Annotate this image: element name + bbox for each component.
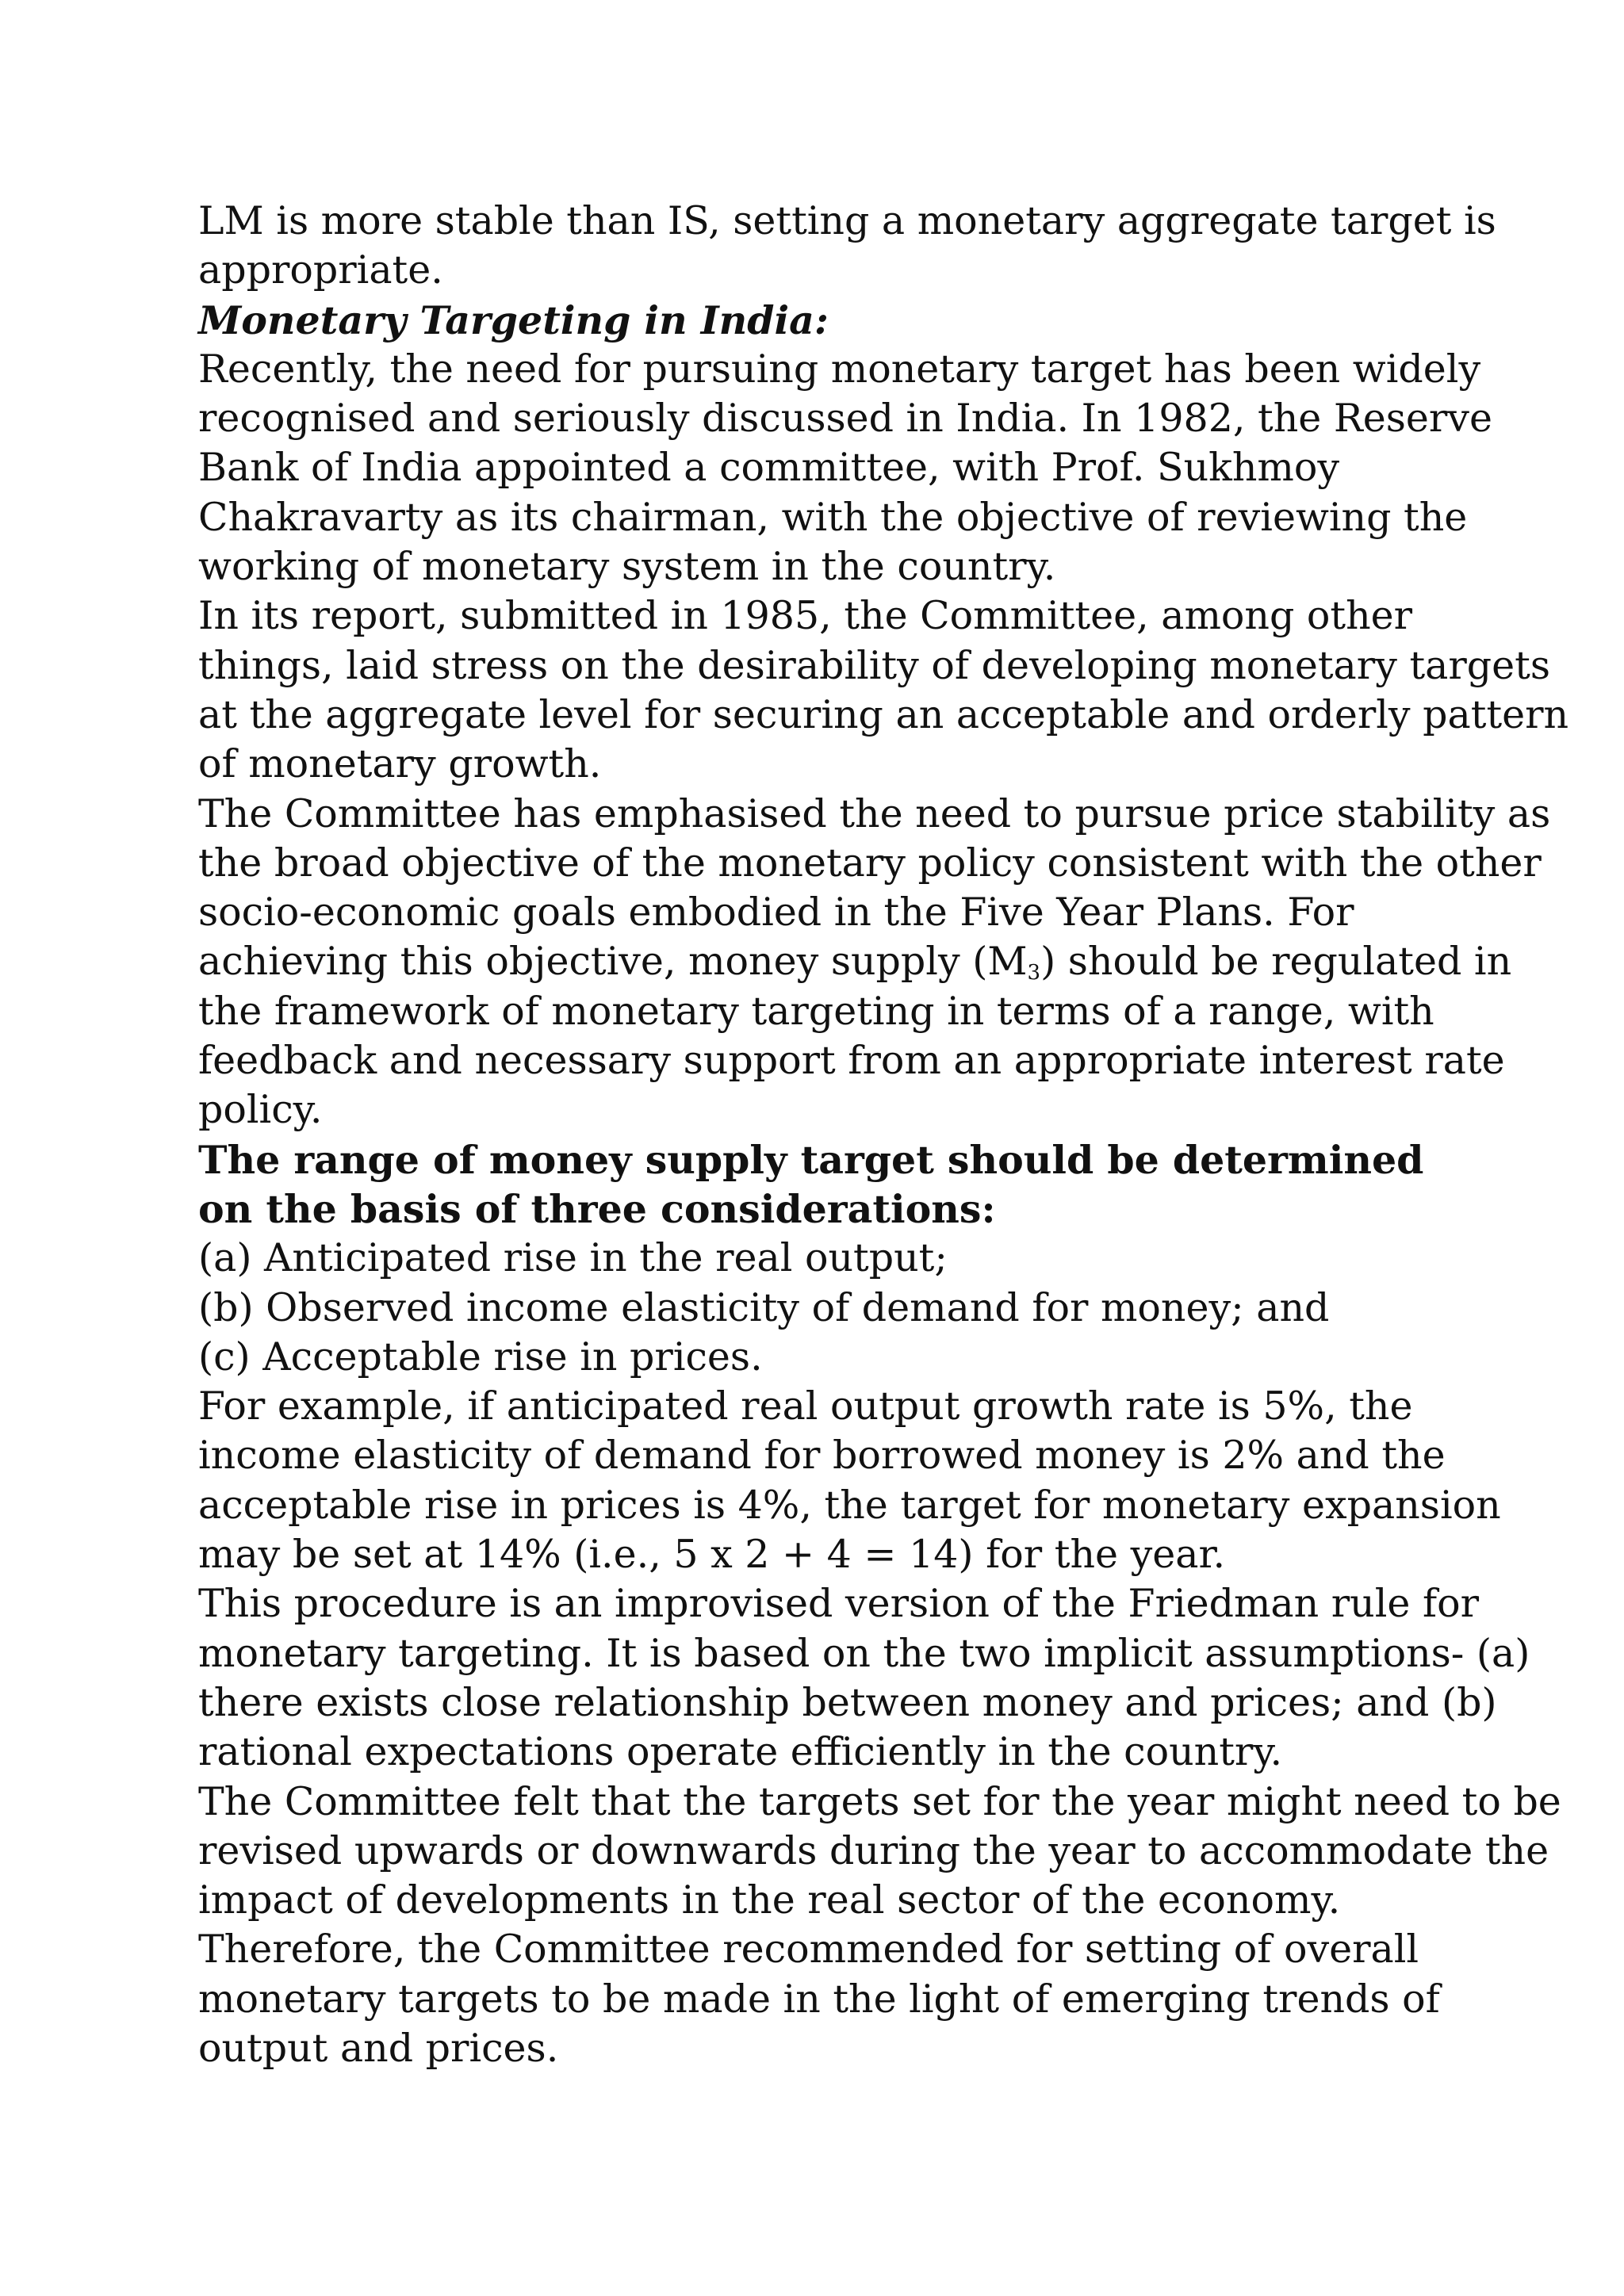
text-line: of monetary growth. bbox=[198, 741, 602, 787]
text-line: feedback and necessary support from an appropriate interest rate bbox=[198, 1038, 1505, 1084]
text-line: working of monetary system in the country. bbox=[198, 544, 1056, 590]
text-line-with-subscript bbox=[198, 937, 1512, 986]
text-line: rational expectations operate efficiently in the country. bbox=[198, 1729, 1283, 1775]
text-line: monetary targeting. It is based on the two implicit assumptions- (a) bbox=[198, 1630, 1530, 1676]
text-line: Therefore, the Committee recommended for setting of overall bbox=[198, 1927, 1419, 1973]
line-fragment: ) should be regulated in bbox=[1040, 939, 1512, 985]
text-line: monetary targets to be made in the light of emerging trends of bbox=[198, 1976, 1440, 2022]
text-line: policy. bbox=[198, 1087, 323, 1133]
text-line: Recently, the need for pursuing monetary target has been widely bbox=[198, 346, 1481, 392]
text-line: impact of developments in the real sector of the economy. bbox=[198, 1877, 1341, 1923]
text-line: Chakravarty as its chairman, with the objective of reviewing the bbox=[198, 494, 1468, 540]
text-line: socio-economic goals embodied in the Five Year Plans. For bbox=[198, 890, 1354, 936]
text-line: output and prices. bbox=[198, 2025, 559, 2071]
list-item: (c) Acceptable rise in prices. bbox=[198, 1334, 763, 1380]
text-line: LM is more stable than IS, setting a monetary aggregate target is bbox=[198, 198, 1496, 243]
bold-heading-line: on the basis of three considerations: bbox=[198, 1185, 996, 1232]
text-line: there exists close relationship between money and prices; and (b) bbox=[198, 1679, 1497, 1725]
text-line: appropriate. bbox=[198, 247, 443, 293]
list-item: (a) Anticipated rise in the real output; bbox=[198, 1235, 948, 1281]
text-line: This procedure is an improvised version of the Friedman rule for bbox=[198, 1581, 1480, 1627]
document-page bbox=[198, 197, 1569, 2073]
text-line: The Committee felt that the targets set for the year might need to be bbox=[198, 1778, 1561, 1824]
text-line: at the aggregate level for securing an acceptable and orderly pattern bbox=[198, 691, 1569, 737]
text-line: For example, if anticipated real output growth rate is 5%, the bbox=[198, 1383, 1413, 1429]
subscript: 3 bbox=[1027, 961, 1041, 985]
text-line: things, laid stress on the desirability of developing monetary targets bbox=[198, 642, 1550, 688]
text-line: income elasticity of demand for borrowed money is 2% and the bbox=[198, 1433, 1446, 1479]
text-line: revised upwards or downwards during the year to accommodate the bbox=[198, 1827, 1549, 1873]
list-item: (b) Observed income elasticity of demand for money; and bbox=[198, 1284, 1330, 1330]
text-line: the broad objective of the monetary policy consistent with the other bbox=[198, 840, 1542, 886]
text-line: In its report, submitted in 1985, the Committee, among other bbox=[198, 593, 1413, 639]
section-heading: Monetary Targeting in India: bbox=[198, 297, 829, 343]
line-fragment: achieving this objective, money supply (M bbox=[198, 939, 1028, 985]
text-line: recognised and seriously discussed in India. In 1982, the Reserve bbox=[198, 396, 1492, 442]
text-line: The Committee has emphasised the need to pursue price stability as bbox=[198, 790, 1551, 836]
text-line: may be set at 14% (i.e., 5 x 2 + 4 = 14) for the year. bbox=[198, 1532, 1226, 1578]
text-line: acceptable rise in prices is 4%, the target for monetary expansion bbox=[198, 1482, 1501, 1528]
text-line: the framework of monetary targeting in terms of a range, with bbox=[198, 988, 1434, 1034]
bold-heading-line: The range of money supply target should be determined bbox=[198, 1136, 1424, 1183]
text-line: Bank of India appointed a committee, with Prof. Sukhmoy bbox=[198, 445, 1340, 491]
